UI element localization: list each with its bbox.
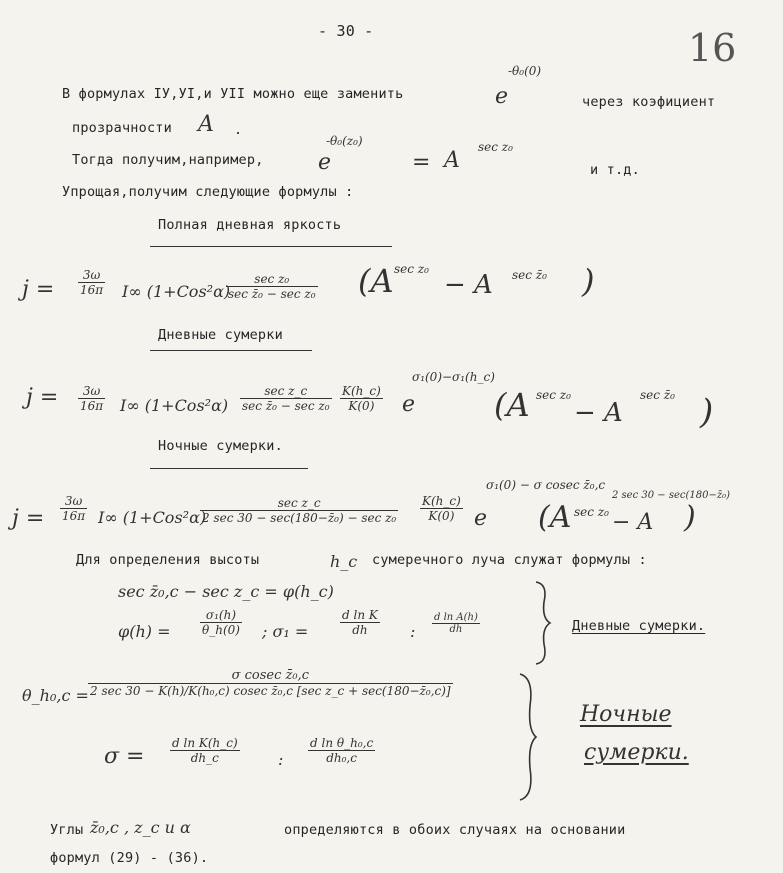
closing-angles: z̄₀,c , z_c и α [90, 818, 191, 837]
day-frac-A-den: dh [432, 623, 480, 635]
example-lhs-power: -θ₀(z₀) [326, 134, 363, 148]
f2-mid: I∞ (1+Cos²α) [120, 396, 229, 415]
night-colon: : [278, 750, 284, 769]
f3-frac [200, 496, 398, 525]
f1-frac-den: sec z̄₀ − sec z₀ [228, 287, 316, 301]
night-sigma: σ = [104, 744, 145, 769]
f1-power-1: sec z₀ [394, 262, 429, 276]
night-lhs: θ_h₀,c = [22, 686, 89, 705]
closing-line-2: формул (29) - (36). [50, 850, 209, 866]
day-frac-phi [200, 608, 242, 637]
f3-e: e [474, 506, 488, 531]
f2-frac [240, 384, 332, 413]
section-day-twilight-rule [150, 350, 312, 351]
example-eq: = [412, 150, 431, 175]
night-label-1: Ночные [580, 702, 672, 727]
f3-k-frac [420, 494, 463, 523]
height-suffix: сумеречного луча служат формулы : [372, 552, 647, 568]
day-eq2c: : [410, 622, 416, 641]
example-suffix: и т.д. [590, 162, 640, 178]
f2-k-frac [340, 384, 383, 413]
f3-k-num: K(h_c) [422, 494, 461, 508]
example-lhs: e [318, 150, 332, 175]
f2-frac-den: sec z̄₀ − sec z₀ [242, 399, 330, 413]
f1-frac [226, 272, 318, 301]
f2-coef [78, 384, 105, 413]
simplify-text: Упрощая,получим следующие формулы : [62, 184, 354, 200]
f1-frac-num: sec z₀ [254, 272, 290, 286]
day-frac-sigma-den: dh [340, 622, 380, 637]
day-frac-sigma [340, 608, 380, 637]
night-label-2: сумерки. [584, 740, 689, 765]
night-frac-s1-den: dh_c [170, 750, 240, 765]
f3-coef-den: 16π [62, 509, 86, 523]
night-frac-num: σ cosec z̄₀,c [231, 668, 309, 683]
intro-line-2: прозрачности [72, 120, 172, 136]
day-eq1: sec z̄₀,c − sec z_c = φ(h_c) [118, 582, 334, 601]
day-frac-A [432, 612, 480, 635]
day-label: Дневные сумерки. [572, 618, 706, 634]
f3-e-power: σ₁(0) − σ cosec z̄₀,c [486, 478, 606, 492]
f1-mid: I∞ (1+Cos²α) [122, 282, 231, 301]
night-frac-s2 [308, 736, 375, 765]
f2-power-1: sec z₀ [536, 388, 571, 402]
example-rhs-power: sec z₀ [478, 140, 513, 154]
day-eq2a: φ(h) = [118, 622, 171, 641]
f3-k-den: K(0) [420, 508, 463, 523]
closing-line-1: определяются в обоих случаях на основании [284, 822, 626, 838]
f2-paren: (A [494, 386, 530, 424]
section-night-twilight: Ночные сумерки. [158, 438, 283, 454]
f1-lhs: j = [22, 277, 55, 302]
f3-power-2: 2 sec 30 − sec(180−z̄₀) [612, 490, 731, 501]
f2-power-2: sec z̄₀ [640, 388, 675, 402]
f1-power-2: sec z̄₀ [512, 268, 547, 282]
f2-e-power: σ₁(0)−σ₁(h_c) [412, 370, 495, 384]
page-number: - 30 - [318, 22, 374, 40]
f2-coef-num: 3ω [82, 384, 101, 398]
section-full-day: Полная дневная яркость [158, 217, 342, 233]
f3-paren: (A [538, 500, 572, 535]
f2-frac-num: sec z_c [264, 384, 308, 398]
f1-paren: (A [358, 262, 394, 300]
night-frac-s1-num: d ln K(h_c) [172, 736, 238, 750]
intro-A-symbol: A [198, 112, 214, 137]
night-frac [88, 668, 453, 698]
day-brace [532, 580, 556, 666]
f2-close: ) [700, 392, 714, 432]
height-hc: h_c [330, 552, 358, 571]
section-day-twilight: Дневные сумерки [158, 327, 283, 343]
f2-minus: − A [574, 398, 623, 428]
night-frac-s2-den: dh₀,c [308, 750, 375, 765]
f3-power-1: sec z₀ [574, 505, 609, 519]
section-night-twilight-rule [150, 468, 308, 469]
example-prefix: Тогда получим,например, [72, 152, 264, 168]
f1-close: ) [582, 262, 595, 300]
f3-coef-num: 3ω [64, 494, 83, 508]
f3-close: ) [684, 500, 696, 535]
f3-minus: − A [612, 510, 654, 535]
day-frac-sigma-num: d ln K [342, 608, 378, 622]
intro-exp-power: -θ₀(0) [508, 64, 542, 78]
day-frac-phi-den: θ_h(0) [202, 623, 240, 637]
f3-coef [60, 494, 87, 523]
example-rhs: A [444, 148, 460, 173]
f2-coef-den: 16π [80, 399, 104, 413]
night-frac-s1 [170, 736, 240, 765]
f3-mid: I∞ (1+Cos²α) [98, 508, 207, 527]
f2-k-den: K(0) [340, 398, 383, 413]
f3-frac-num: sec z_c [277, 496, 321, 510]
night-frac-s2-num: d ln θ_h₀,c [310, 736, 374, 750]
intro-exp-symbol: e [495, 84, 509, 109]
closing-prefix: Углы [50, 822, 84, 838]
f1-minus: − A [444, 270, 493, 300]
night-frac-den: 2 sec 30 − K(h)/K(h₀,c) cosec z̄₀,c [sec z_c + sec(180−z̄₀,c)] [90, 684, 451, 698]
day-frac-A-num: d ln A(h) [434, 612, 478, 623]
f3-lhs: j = [12, 506, 45, 531]
f2-k-num: K(h_c) [342, 384, 381, 398]
f1-coef-num: 3ω [82, 268, 101, 282]
height-prefix: Для определения высоты [76, 552, 260, 568]
intro-line-2-end: . [234, 122, 243, 138]
night-brace [516, 672, 542, 802]
corner-mark: 16 [688, 26, 737, 70]
intro-line-1-end: через коэфициент [582, 94, 716, 110]
f3-frac-den: 2 sec 30 − sec(180−z̄₀) − sec z₀ [202, 511, 397, 525]
f2-e: e [402, 392, 416, 417]
f1-coef [78, 268, 105, 297]
f2-lhs: j = [26, 385, 59, 410]
f1-coef-den: 16π [80, 283, 104, 297]
day-frac-phi-num: σ₁(h) [205, 608, 237, 622]
day-eq2b: ; σ₁ = [262, 622, 309, 641]
intro-line-1: В формулах IУ,УI,и УII можно еще заменить [62, 86, 404, 102]
section-full-day-rule [150, 246, 392, 247]
